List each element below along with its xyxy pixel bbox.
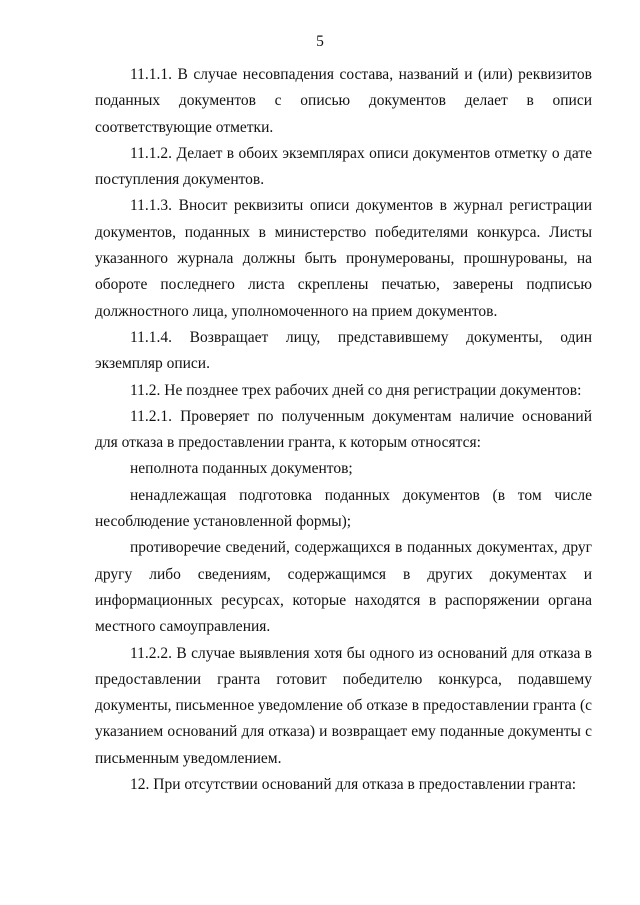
paragraph-11-1-1: 11.1.1. В случае несовпадения состава, названий и (или) реквизитов поданных документов с описью документов делает в описи соответствующие отметки. <box>95 66 592 136</box>
paragraph-11-1-4: 11.1.4. Возвращает лицу, представившему документы, один экземпляр описи. <box>95 328 592 373</box>
list-item-improper-preparation: ненадлежащая подготовка поданных документов (в том числе несоблюдение установленной формы); <box>95 486 592 531</box>
paragraph-11-1-3: 11.1.3. Вносит реквизиты описи документов в журнал регистрации документов, поданных в министерство победителями конкурса. Листы указанного журнала должны быть пронумерованы, прошнурованы, на обороте последнего листа скреплены печатью, заверены подписью должностного лица, уполномоченного на прием документов. <box>95 197 592 320</box>
paragraph-12: 12. При отсутствии оснований для отказа в предоставлении гранта: <box>130 776 577 794</box>
paragraph-11-1-2: 11.1.2. Делает в обоих экземплярах описи документов отметку о дате поступления документов. <box>95 144 592 189</box>
document-body <box>95 62 592 798</box>
list-item-incompleteness: неполнота поданных документов; <box>130 460 353 478</box>
page-number: 5 <box>316 33 324 50</box>
paragraph-11-2-1: 11.2.1. Проверяет по полученным документам наличие оснований для отказа в предоставлении гранта, к которым относятся: <box>95 407 592 452</box>
paragraph-11-2-2: 11.2.2. В случае выявления хотя бы одного из оснований для отказа в предоставлении гранта готовит победителю конкурса, подавшему документы, письменное уведомление об отказе в предоставлении гранта (с указанием оснований для отказа) и возвращает ему поданные документы с письменным уведомлением. <box>95 644 592 767</box>
paragraph-11-2: 11.2. Не позднее трех рабочих дней со дня регистрации документов: <box>130 381 582 399</box>
list-item-contradiction: противоречие сведений, содержащихся в поданных документах, друг другу либо сведениям, содержащимся в других документах и информационных ресурсах, которые находятся в распоряжении органа местного самоуправления. <box>95 539 592 636</box>
